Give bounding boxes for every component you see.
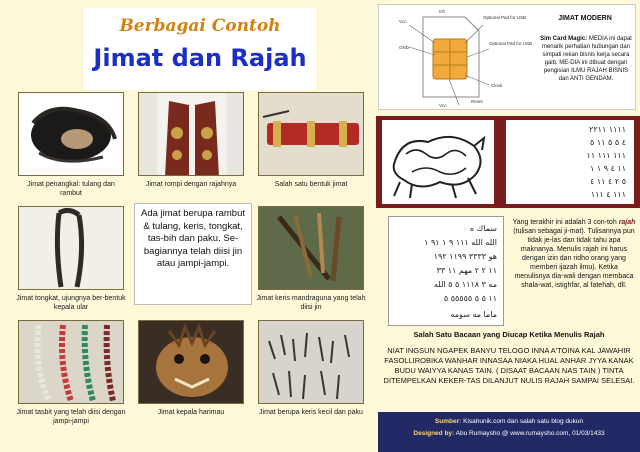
small-kris-nails-image [259,321,364,404]
photo-prayer-beads [18,320,124,404]
rajah-description [512,218,636,290]
prayer-beads-image [19,321,124,404]
rajah-paper-line: ١١ ٢ ٢ مهم ١١ ٣٣ [436,266,497,275]
credit-bar [378,412,640,452]
caption-staff: Jimat tongkat, ujungnya ber-bentuk kepala ular [16,295,126,311]
caption-bone-hair: Jimat penangkal: tulang dan rambut [27,181,115,197]
photo-bone-hair-amulet [18,92,124,176]
rajah-grid-line: ٤ ٥ ٥ ١١ ٥ [590,138,626,147]
rajah-number-grid [506,120,634,204]
rajah-calligraphy-lion [382,120,494,204]
rajah-paper-line: ١١ ٥ ٥ ٥٥٥٥٥ ٥ [443,294,497,303]
rajah-grid-line: ٥ ٢ ٤ ١١ ٤ [590,177,626,186]
title-box [84,8,316,90]
photo-tiger-head [138,320,244,404]
sim-label-clock: Clock [491,83,503,88]
photo-staff-amulet [18,206,124,290]
caption-small-kris: Jimat berupa keris kecil dan paku [259,409,363,416]
sim-label-gnd: GND [399,45,409,50]
vest-amulet-image [139,93,244,176]
tiger-head-image [139,321,244,404]
photo-kris-amulet [258,206,364,290]
rajah-paper [388,216,504,326]
prayer-title: Salah Satu Bacaan yang Diucap Ketika Menulis Rajah [413,330,605,339]
poster-title: Jimat dan Rajah [93,44,307,72]
sim-card-lead: Sim Card Magic: [540,36,588,42]
caption-vest: Jimat rompi dengan rajahnya [145,181,237,188]
staff-amulet-image [19,207,124,290]
sim-label-io: I/O [439,9,446,14]
photo-wrapped-amulet [258,92,364,176]
rajah-paper-line: هو ٣٣٣٣ ١١٩٩ ١٩٢ [433,252,497,261]
design-text: Abu Rumaysho @ www.rumaysho.com, 01/03/1433 [455,430,605,437]
prayer-text: NIAT INGSUN NGAPEK BANYU TELOGO INNA A'TOINA KAL JAWAHIR FASOLLIROBIKA WANHAR INNASAA NIAKA HUAL ANHAR JYYA KANAK BUDU WAIYYA KANAS TAIN. ( DISAAT BACAAN NAS TAIN ) TINTA DITEMPELKAN KEKER-TAS DILANJUT NULIS RAJAH SAMPAI SELESAI. [383,346,635,385]
rajah-grid-line: ١١ ٤ ٩ ١ ١ [590,164,626,173]
poster-subtitle: Berbagai Contoh [119,16,281,36]
sim-label-reset: Reset [471,99,483,104]
source-credit [378,418,640,425]
source-text: Kisahunik.com dan salah satu blog dukun [463,418,584,425]
center-text-box: Ada jimat berupa rambut & tulang, keris, tongkat, tas-bih dan paku. Se-bagiannya telah diisi jin atau jampi-jampi. [134,203,252,305]
photo-small-kris-nails [258,320,364,404]
rajah-desc-after: (tulisan sebagai ji-mat). Tulisannya pun tidak je-las dan tidak tahu apa maknanya. Menulis rajah ini harus dengan izin dan ridho orang yang memberi ijazah ilmu). Ketika menulisnya dia-wali dengan membaca shala-wat, istighfar, al fatehah, dll. [513,228,635,289]
sim-label-vcc-top: Vcc [399,19,407,24]
rajah-grid-line: ١١١ ١١١ ١١ [586,151,626,160]
rajah-grid-line: ١١١ ٤ ١١١ [590,190,626,199]
kris-amulet-image [259,207,364,290]
sim-label-pad2: Optional Pad for USB [489,41,533,46]
wrapped-amulet-image [259,93,364,176]
caption-wrapped: Salah satu bentuk jimat [274,181,348,188]
rajah-term: rajah [618,219,636,226]
sim-card-description [539,35,633,83]
rajah-grid-line: ١١١١ ٢٢١١ [589,125,626,134]
source-label: Sumber: [434,418,462,425]
rajah-desc-before: Yang terakhir ini adalah 3 con-toh [512,219,617,226]
rajah-paper-line: سماك ه [469,224,497,233]
caption-tiger-head: Jimat kepala harimau [157,409,225,416]
photo-vest-amulet [138,92,244,176]
rajah-paper-line: مه ٣ ١١١٨ ٥ ٥ الله [434,280,497,289]
sim-card-box [378,4,636,110]
rajah-paper-line: ماما مه سومه [450,310,497,319]
bone-hair-amulet-image [19,93,124,176]
jimat-modern-heading: JIMAT MODERN [558,15,612,22]
sim-label-pad1: Optional Pad for USB [483,15,527,20]
sim-label-vcc-bottom: Vcc [439,103,447,108]
rajah-paper-line: الله الله ١١١ ٩ ١ ٩١ ١ [424,238,497,247]
caption-prayer-beads: Jimat tasbit yang telah diisi dengan jampi-jampi [16,409,126,425]
caption-kris: Jimat keris mandraguna yang telah diisi jin [256,295,366,311]
calligraphy-lion-image [382,120,494,204]
sim-card-body: MEDIA ini dapat menarik perhatian hubungan dan simpati rekan bisnis kerja secara gaib. ME-DIA ini dibuat dengan pengisian ILMU RAJAH BISNIS dan ANTI GENDAM. [541,36,632,82]
designer-credit [378,430,640,437]
rajah-band [376,116,640,208]
design-label: Designed by: [413,430,455,437]
